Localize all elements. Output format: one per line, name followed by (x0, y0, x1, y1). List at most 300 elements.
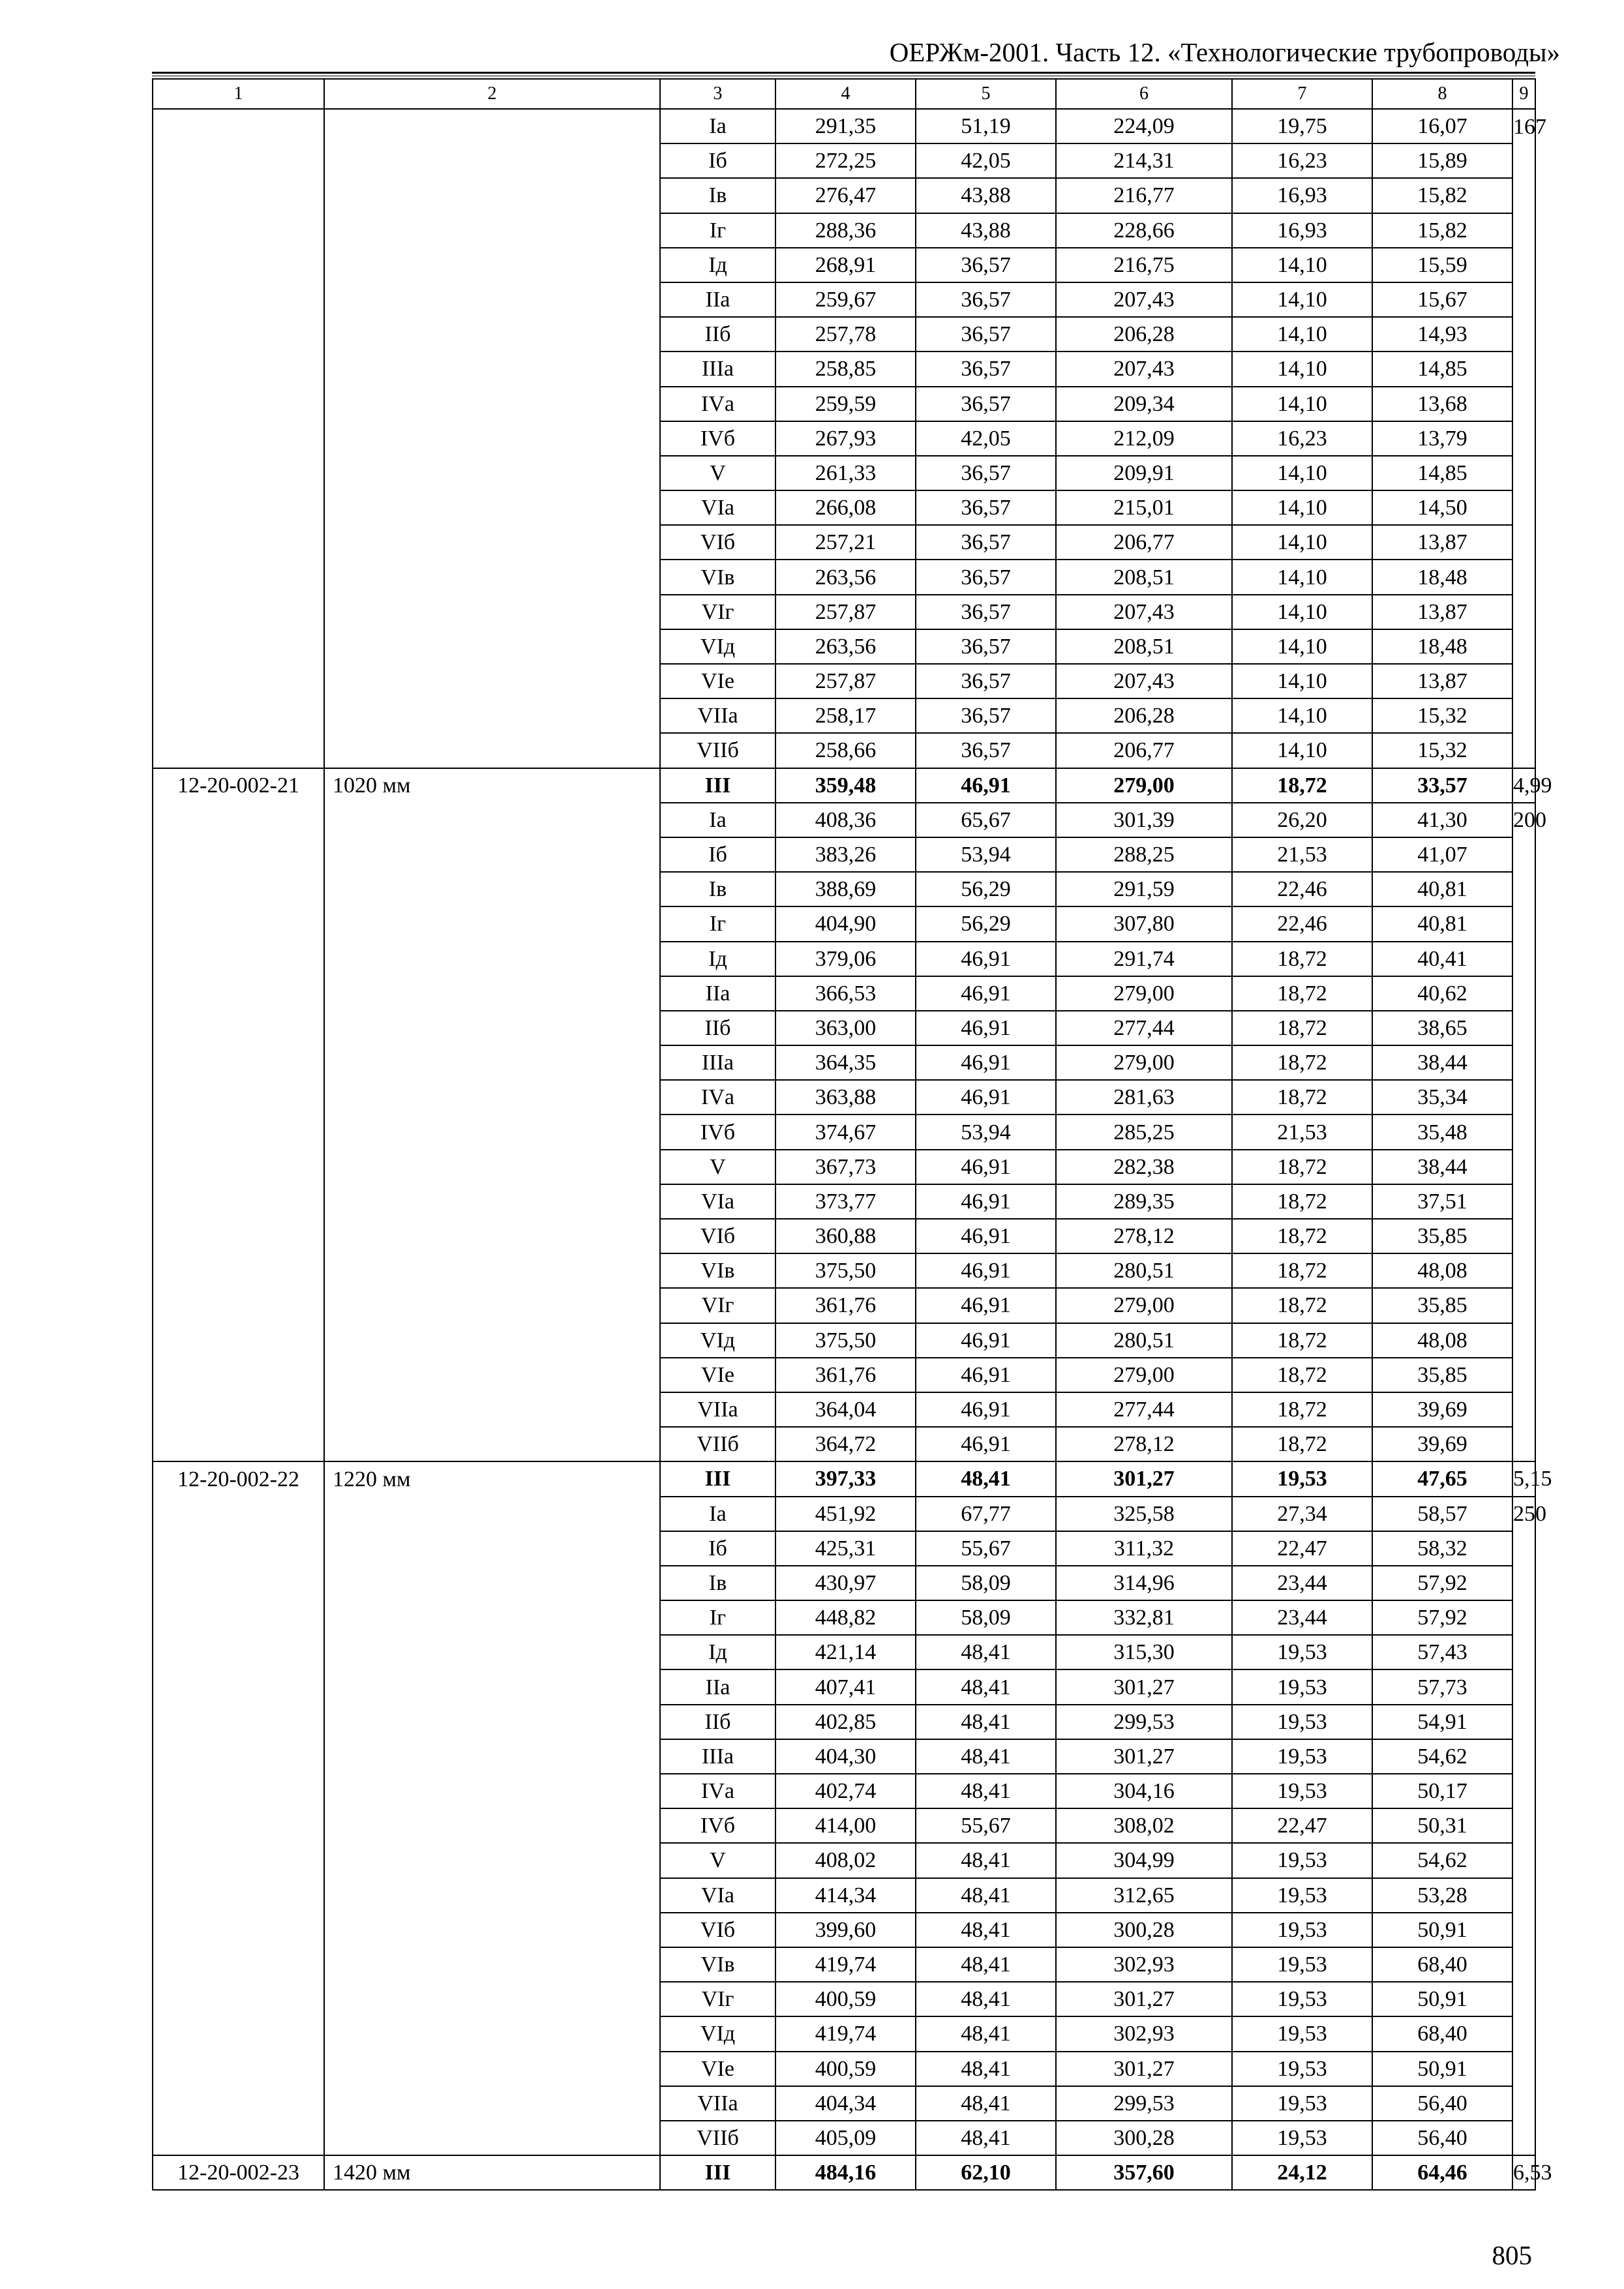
table-cell-col5: 48,41 (916, 1635, 1056, 1669)
table-cell-col9 (1512, 421, 1535, 456)
table-cell-col7: 18,72 (1232, 768, 1372, 803)
table-cell-col2 (324, 733, 660, 768)
table-cell-col4: 359,48 (775, 768, 916, 803)
table-cell-col7: 21,53 (1232, 837, 1372, 872)
table-cell-col3: VIIб (660, 733, 775, 768)
table-cell-col3: IIа (660, 976, 775, 1011)
table-cell-col4: 263,56 (775, 629, 916, 664)
table-cell-col9 (1512, 2016, 1535, 2051)
table-cell-col7: 18,72 (1232, 1150, 1372, 1184)
table-cell-col3: VIе (660, 2052, 775, 2086)
table-cell-col7: 18,72 (1232, 1253, 1372, 1288)
column-number-row (153, 79, 1535, 109)
table-cell-col1 (153, 1600, 324, 1635)
table-cell-col6: 289,35 (1056, 1184, 1232, 1219)
table-cell-col9 (1512, 456, 1535, 490)
table-cell-col3: VIд (660, 629, 775, 664)
table-cell-col4: 291,35 (775, 109, 916, 143)
table-cell-col6: 206,77 (1056, 525, 1232, 560)
table-cell-col2 (324, 1982, 660, 2016)
table-row (153, 490, 1535, 525)
table-cell-col9 (1512, 1913, 1535, 1947)
table-cell-col4: 258,17 (775, 698, 916, 733)
table-cell-col6: 357,60 (1056, 2155, 1232, 2190)
table-cell-col7: 18,72 (1232, 1323, 1372, 1358)
table-cell-col2 (324, 490, 660, 525)
table-row (153, 1011, 1535, 1045)
table-cell-col1: 12-20-002-23 (153, 2155, 324, 2190)
table-cell-col6: 216,77 (1056, 178, 1232, 213)
table-cell-col9 (1512, 942, 1535, 976)
table-cell-col6: 301,27 (1056, 1669, 1232, 1704)
table-cell-col8: 38,65 (1372, 1011, 1512, 1045)
table-row (153, 1531, 1535, 1566)
table-cell-col5: 36,57 (916, 248, 1056, 282)
table-cell-col9 (1512, 906, 1535, 941)
table-cell-col8: 39,69 (1372, 1392, 1512, 1427)
table-row (153, 1323, 1535, 1358)
table-cell-col3: IIIа (660, 1045, 775, 1080)
table-cell-col7: 18,72 (1232, 976, 1372, 1011)
table-cell-col9 (1512, 352, 1535, 386)
table-cell-col7: 23,44 (1232, 1600, 1372, 1635)
table-cell-col5: 48,41 (916, 2086, 1056, 2121)
table-cell-col6: 302,93 (1056, 2016, 1232, 2051)
table-row (153, 976, 1535, 1011)
table-cell-col4: 361,76 (775, 1288, 916, 1323)
table-cell-col3: IVа (660, 1774, 775, 1808)
table-cell-col8: 13,87 (1372, 664, 1512, 698)
table-cell-col8: 57,92 (1372, 1566, 1512, 1600)
table-cell-col9 (1512, 248, 1535, 282)
table-cell-col1 (153, 1947, 324, 1982)
table-cell-col2 (324, 1392, 660, 1427)
table-cell-col6: 332,81 (1056, 1600, 1232, 1635)
table-cell-col8: 39,69 (1372, 1427, 1512, 1461)
table-cell-col7: 19,53 (1232, 1739, 1372, 1774)
table-cell-col9 (1512, 1982, 1535, 2016)
table-cell-col4: 363,00 (775, 1011, 916, 1045)
table-cell-col7: 19,53 (1232, 1947, 1372, 1982)
table-cell-col3: VIв (660, 1253, 775, 1288)
table-cell-col8: 18,48 (1372, 629, 1512, 664)
table-cell-col9 (1512, 976, 1535, 1011)
table-cell-col2 (324, 698, 660, 733)
column-header: 6 (1056, 79, 1232, 109)
table-cell-col4: 408,02 (775, 1843, 916, 1878)
table-cell-col2 (324, 2086, 660, 2121)
table-cell-col5: 58,09 (916, 1566, 1056, 1600)
table-cell-col9 (1512, 1288, 1535, 1323)
table-cell-col1 (153, 1531, 324, 1566)
table-cell-col4: 261,33 (775, 456, 916, 490)
table-row (153, 143, 1535, 178)
table-cell-col4: 267,93 (775, 421, 916, 456)
table-cell-col3: VIв (660, 560, 775, 594)
table-cell-col3: IIб (660, 1705, 775, 1739)
table-cell-col7: 19,53 (1232, 1843, 1372, 1878)
table-cell-col9 (1512, 1115, 1535, 1149)
table-cell-col7: 16,93 (1232, 213, 1372, 248)
table-cell-col6: 277,44 (1056, 1392, 1232, 1427)
table-cell-col8: 47,65 (1372, 1461, 1512, 1496)
table-cell-col9 (1512, 1392, 1535, 1427)
table-cell-col4: 408,36 (775, 803, 916, 837)
table-row (153, 2052, 1535, 2086)
table-cell-col7: 19,53 (1232, 2121, 1372, 2155)
table-cell-col3: Iг (660, 1600, 775, 1635)
table-cell-col1 (153, 1080, 324, 1115)
table-cell-col8: 68,40 (1372, 2016, 1512, 2051)
table-cell-col5: 42,05 (916, 421, 1056, 456)
table-cell-col1 (153, 1115, 324, 1149)
table-cell-col4: 388,69 (775, 872, 916, 906)
table-cell-col2 (324, 942, 660, 976)
table-cell-col4: 405,09 (775, 2121, 916, 2155)
table-row (153, 1669, 1535, 1704)
table-cell-col7: 19,53 (1232, 1669, 1372, 1704)
table-cell-col4: 400,59 (775, 2052, 916, 2086)
table-cell-col3: IIб (660, 1011, 775, 1045)
table-cell-col2 (324, 143, 660, 178)
table-cell-col7: 18,72 (1232, 1184, 1372, 1219)
table-cell-col1 (153, 1878, 324, 1913)
table-row (153, 1739, 1535, 1774)
table-cell-col1 (153, 525, 324, 560)
table-cell-col9 (1512, 664, 1535, 698)
table-cell-col8: 56,40 (1372, 2086, 1512, 2121)
table-cell-col1 (153, 282, 324, 317)
table-cell-col2 (324, 595, 660, 629)
table-cell-col3: VIIб (660, 2121, 775, 2155)
table-cell-col7: 14,10 (1232, 282, 1372, 317)
table-cell-col3: IVб (660, 1115, 775, 1149)
table-cell-col9 (1512, 525, 1535, 560)
table-cell-col5: 56,29 (916, 906, 1056, 941)
table-cell-col2: 1420 мм (324, 2155, 660, 2190)
table-cell-col3: VIа (660, 1184, 775, 1219)
table-cell-col3: VIIа (660, 698, 775, 733)
table-cell-col1 (153, 1808, 324, 1843)
table-cell-col1 (153, 421, 324, 456)
table-cell-col9 (1512, 560, 1535, 594)
table-cell-col1 (153, 2052, 324, 2086)
table-cell-col6: 207,43 (1056, 352, 1232, 386)
table-cell-col3: Iд (660, 248, 775, 282)
table-cell-col1 (153, 317, 324, 352)
table-cell-col6: 212,09 (1056, 421, 1232, 456)
table-cell-col5: 46,91 (916, 1253, 1056, 1288)
table-cell-col6: 304,16 (1056, 1774, 1232, 1808)
table-cell-col6: 299,53 (1056, 1705, 1232, 1739)
table-cell-col4: 276,47 (775, 178, 916, 213)
table-cell-col5: 36,57 (916, 733, 1056, 768)
table-cell-col2 (324, 1705, 660, 1739)
table-row (153, 456, 1535, 490)
table-body (153, 109, 1552, 2190)
table-cell-col5: 36,57 (916, 525, 1056, 560)
table-cell-col3: VIе (660, 1358, 775, 1392)
table-cell-col8: 14,85 (1372, 352, 1512, 386)
table-cell-col6: 278,12 (1056, 1427, 1232, 1461)
table-cell-col7: 18,72 (1232, 1011, 1372, 1045)
table-cell-col1 (153, 1358, 324, 1392)
table-cell-col9 (1512, 733, 1535, 768)
table-cell-col2 (324, 317, 660, 352)
table-cell-col3: Iб (660, 143, 775, 178)
table-cell-col7: 18,72 (1232, 1392, 1372, 1427)
table-cell-col4: 373,77 (775, 1184, 916, 1219)
table-cell-col7: 19,53 (1232, 1461, 1372, 1496)
table-cell-col8: 54,91 (1372, 1705, 1512, 1739)
table-cell-col2: 1020 мм (324, 768, 660, 803)
table-cell-col7: 24,12 (1232, 2155, 1372, 2190)
table-cell-col5: 67,77 (916, 1497, 1056, 1531)
table-cell-col5: 36,57 (916, 664, 1056, 698)
table-cell-col8: 35,85 (1372, 1288, 1512, 1323)
table-cell-col9 (1512, 1669, 1535, 1704)
table-cell-col6: 301,27 (1056, 2052, 1232, 2086)
table-cell-col9 (1512, 1150, 1535, 1184)
table-cell-col5: 55,67 (916, 1531, 1056, 1566)
table-cell-col2 (324, 1531, 660, 1566)
table-row (153, 109, 1535, 143)
table-cell-col5: 46,91 (916, 942, 1056, 976)
table-cell-col6: 281,63 (1056, 1080, 1232, 1115)
table-cell-col6: 206,77 (1056, 733, 1232, 768)
table-cell-col5: 48,41 (916, 1705, 1056, 1739)
table-cell-col6: 291,59 (1056, 872, 1232, 906)
table-cell-col2 (324, 352, 660, 386)
table-cell-col9: 200 (1512, 803, 1535, 837)
table-cell-col9 (1512, 2121, 1535, 2155)
table-cell-col2 (324, 1947, 660, 1982)
table-cell-col3: VIIа (660, 2086, 775, 2121)
table-cell-col4: 421,14 (775, 1635, 916, 1669)
table-cell-col9 (1512, 1739, 1535, 1774)
table-cell-col4: 257,87 (775, 595, 916, 629)
table-cell-col9 (1512, 1531, 1535, 1566)
table-row (153, 906, 1535, 941)
table-cell-col5: 48,41 (916, 2016, 1056, 2051)
table-cell-col7: 19,53 (1232, 1982, 1372, 2016)
table-cell-col5: 46,91 (916, 1427, 1056, 1461)
table-cell-col1: 12-20-002-21 (153, 768, 324, 803)
running-header: ОЕРЖм-2001. Часть 12. «Технологические трубопроводы» (889, 37, 1560, 67)
table-cell-col1 (153, 1392, 324, 1427)
table-cell-col5: 53,94 (916, 837, 1056, 872)
table-cell-col3: IVа (660, 387, 775, 421)
table-row (153, 1184, 1535, 1219)
table-cell-col3: Iг (660, 906, 775, 941)
table-cell-col1: 12-20-002-22 (153, 1461, 324, 1496)
table-cell-col4: 407,41 (775, 1669, 916, 1704)
table-cell-col3: III (660, 768, 775, 803)
table-cell-col8: 64,46 (1372, 2155, 1512, 2190)
table-cell-col1 (153, 143, 324, 178)
table-cell-col7: 14,10 (1232, 629, 1372, 664)
table-cell-col7: 14,10 (1232, 525, 1372, 560)
table-cell-col4: 288,36 (775, 213, 916, 248)
table-cell-col8: 15,32 (1372, 698, 1512, 733)
table-cell-col4: 259,59 (775, 387, 916, 421)
table-row (153, 733, 1535, 768)
table-cell-col7: 27,34 (1232, 1497, 1372, 1531)
table-cell-col1 (153, 1150, 324, 1184)
table-cell-col5: 48,41 (916, 2121, 1056, 2155)
table-cell-col5: 36,57 (916, 629, 1056, 664)
table-row (153, 942, 1535, 976)
table-cell-col2 (324, 525, 660, 560)
table-row (153, 560, 1535, 594)
table-cell-col6: 291,74 (1056, 942, 1232, 976)
table-row (153, 248, 1535, 282)
table-cell-col7: 16,23 (1232, 143, 1372, 178)
table-cell-col9 (1512, 1843, 1535, 1878)
table-cell-col5: 48,41 (916, 1947, 1056, 1982)
table-cell-col7: 26,20 (1232, 803, 1372, 837)
table-cell-col6: 224,09 (1056, 109, 1232, 143)
table-cell-col3: V (660, 456, 775, 490)
table-cell-col6: 208,51 (1056, 629, 1232, 664)
column-header: 8 (1372, 79, 1512, 109)
table-row (153, 1635, 1535, 1669)
table-cell-col3: IIа (660, 1669, 775, 1704)
table-cell-col1 (153, 595, 324, 629)
column-header: 5 (916, 79, 1056, 109)
table-cell-col5: 46,91 (916, 1323, 1056, 1358)
table-row (153, 1253, 1535, 1288)
table-cell-col8: 40,41 (1372, 942, 1512, 976)
table-cell-col9 (1512, 698, 1535, 733)
table-cell-col1 (153, 872, 324, 906)
table-cell-col2 (324, 1635, 660, 1669)
table-cell-col1 (153, 1253, 324, 1288)
table-cell-col2 (324, 1808, 660, 1843)
table-cell-col8: 54,62 (1372, 1843, 1512, 1878)
table-cell-col8: 15,89 (1372, 143, 1512, 178)
table-cell-col3: VIг (660, 1288, 775, 1323)
table-cell-col8: 58,57 (1372, 1497, 1512, 1531)
table-cell-col8: 35,85 (1372, 1219, 1512, 1253)
table-cell-col8: 58,32 (1372, 1531, 1512, 1566)
table-cell-col6: 308,02 (1056, 1808, 1232, 1843)
table-cell-col2 (324, 1878, 660, 1913)
table-cell-col5: 43,88 (916, 178, 1056, 213)
table-cell-col3: Iа (660, 109, 775, 143)
table-cell-col9 (1512, 872, 1535, 906)
table-row (153, 1288, 1535, 1323)
table-cell-col2 (324, 109, 660, 143)
table-cell-col7: 18,72 (1232, 1219, 1372, 1253)
table-cell-col8: 15,82 (1372, 213, 1512, 248)
table-cell-col4: 379,06 (775, 942, 916, 976)
table-cell-col6: 301,27 (1056, 1739, 1232, 1774)
table-row (153, 1566, 1535, 1600)
table-cell-col8: 54,62 (1372, 1739, 1512, 1774)
table-row (153, 525, 1535, 560)
table-cell-col9 (1512, 1705, 1535, 1739)
table-cell-col1 (153, 976, 324, 1011)
table-cell-col7: 19,53 (1232, 2086, 1372, 2121)
table-cell-col4: 259,67 (775, 282, 916, 317)
table-cell-col8: 15,32 (1372, 733, 1512, 768)
table-cell-col1 (153, 942, 324, 976)
table-cell-col1 (153, 1635, 324, 1669)
table-cell-col5: 58,09 (916, 1600, 1056, 1635)
table-cell-col3: Iг (660, 213, 775, 248)
table-cell-col1 (153, 837, 324, 872)
table-cell-col7: 22,46 (1232, 872, 1372, 906)
table-cell-col5: 48,41 (916, 1878, 1056, 1913)
table-cell-col2 (324, 2052, 660, 2086)
table-cell-col3: IVа (660, 1080, 775, 1115)
table-cell-col4: 257,87 (775, 664, 916, 698)
table-cell-col7: 18,72 (1232, 1358, 1372, 1392)
table-cell-col9 (1512, 2052, 1535, 2086)
table-cell-col6: 277,44 (1056, 1011, 1232, 1045)
table-cell-col2 (324, 1080, 660, 1115)
table-cell-col9 (1512, 629, 1535, 664)
table-cell-col4: 419,74 (775, 1947, 916, 1982)
table-cell-col5: 36,57 (916, 560, 1056, 594)
table-cell-col5: 48,41 (916, 1982, 1056, 2016)
table-cell-col5: 48,41 (916, 1739, 1056, 1774)
table-cell-col7: 19,53 (1232, 1913, 1372, 1947)
table-cell-col6: 314,96 (1056, 1566, 1232, 1600)
table-cell-col5: 56,29 (916, 872, 1056, 906)
table-cell-col6: 209,34 (1056, 387, 1232, 421)
header-rule (152, 72, 1535, 76)
table-cell-col3: Iа (660, 1497, 775, 1531)
table-cell-col3: Iд (660, 942, 775, 976)
table-cell-col5: 46,91 (916, 1080, 1056, 1115)
table-cell-col1 (153, 1705, 324, 1739)
table-cell-col7: 14,10 (1232, 387, 1372, 421)
table-row (153, 1497, 1535, 1531)
table-cell-col7: 22,47 (1232, 1808, 1372, 1843)
table-cell-col8: 35,34 (1372, 1080, 1512, 1115)
table-cell-col9 (1512, 1253, 1535, 1288)
table-cell-col7: 19,53 (1232, 2016, 1372, 2051)
table-cell-col5: 48,41 (916, 1843, 1056, 1878)
table-cell-col2 (324, 1115, 660, 1149)
table-cell-col3: VIб (660, 525, 775, 560)
table-row (153, 1358, 1535, 1392)
table-cell-col6: 299,53 (1056, 2086, 1232, 2121)
table-cell-col9 (1512, 178, 1535, 213)
table-cell-col2 (324, 1253, 660, 1288)
table-cell-col2 (324, 1497, 660, 1531)
table-cell-col6: 280,51 (1056, 1253, 1232, 1288)
table-cell-col4: 397,33 (775, 1461, 916, 1496)
table-cell-col2 (324, 1219, 660, 1253)
table-row (153, 595, 1535, 629)
table-group-row (153, 1461, 1535, 1496)
table-group-row (153, 2155, 1535, 2190)
table-cell-col4: 375,50 (775, 1323, 916, 1358)
table-cell-col9 (1512, 1184, 1535, 1219)
table-cell-col8: 16,07 (1372, 109, 1512, 143)
table-cell-col3: VIIа (660, 1392, 775, 1427)
table-cell-col2 (324, 1843, 660, 1878)
table-row (153, 1913, 1535, 1947)
table-cell-col9 (1512, 1600, 1535, 1635)
table-cell-col6: 301,39 (1056, 803, 1232, 837)
table-cell-col1 (153, 1566, 324, 1600)
table-cell-col4: 360,88 (775, 1219, 916, 1253)
table-cell-col8: 33,57 (1372, 768, 1512, 803)
